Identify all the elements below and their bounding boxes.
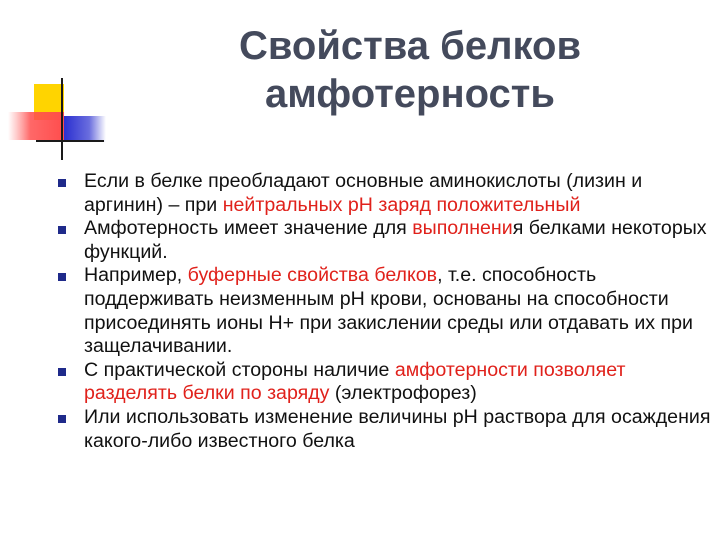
item-text: Если в белке преобладают основные аминокислоты (лизин и аргинин) – при: [84, 170, 643, 216]
item-text: Амфотерность имеет значение для: [84, 217, 413, 240]
item-highlight: амфотерности позволяет разделять белки по заряду: [84, 358, 626, 405]
title-line-1: Свойства белков: [238, 24, 582, 68]
square-bullet-icon: [58, 273, 66, 281]
item-highlight: выполнени: [412, 217, 513, 240]
square-bullet-icon: [58, 179, 66, 187]
item-text: , т.е. способность поддерживать неизменным рН крови, основаны на способности присоединять ионы Н+ при закислении среды или отдавать их при защелачивании.: [84, 264, 693, 358]
slide-title: [150, 22, 670, 118]
item-text: я белками некоторых функций.: [84, 217, 707, 263]
deco-blue-bar: [64, 116, 106, 142]
decorative-squares: [0, 0, 120, 170]
list-item: [56, 264, 716, 358]
list-item: [56, 359, 716, 406]
square-bullet-icon: [58, 415, 66, 423]
list-item: [56, 170, 716, 217]
item-text: Или использовать изменение величины рН раствора для осаждения какого-либо известного белка: [84, 405, 711, 452]
item-text: С практической стороны наличие: [84, 358, 395, 381]
list-item: [56, 217, 716, 264]
item-text: Например,: [84, 264, 188, 287]
title-line-2: амфотерность: [265, 72, 555, 116]
list-item: [56, 406, 716, 453]
item-highlight: нейтральных рН заряд положительный: [222, 193, 581, 216]
deco-red-bar: [8, 112, 64, 140]
item-highlight: буферные свойства белков: [187, 264, 438, 287]
square-bullet-icon: [58, 368, 66, 376]
item-text: (электрофорез): [329, 382, 477, 405]
bullet-list: [56, 170, 716, 453]
square-bullet-icon: [58, 226, 66, 234]
